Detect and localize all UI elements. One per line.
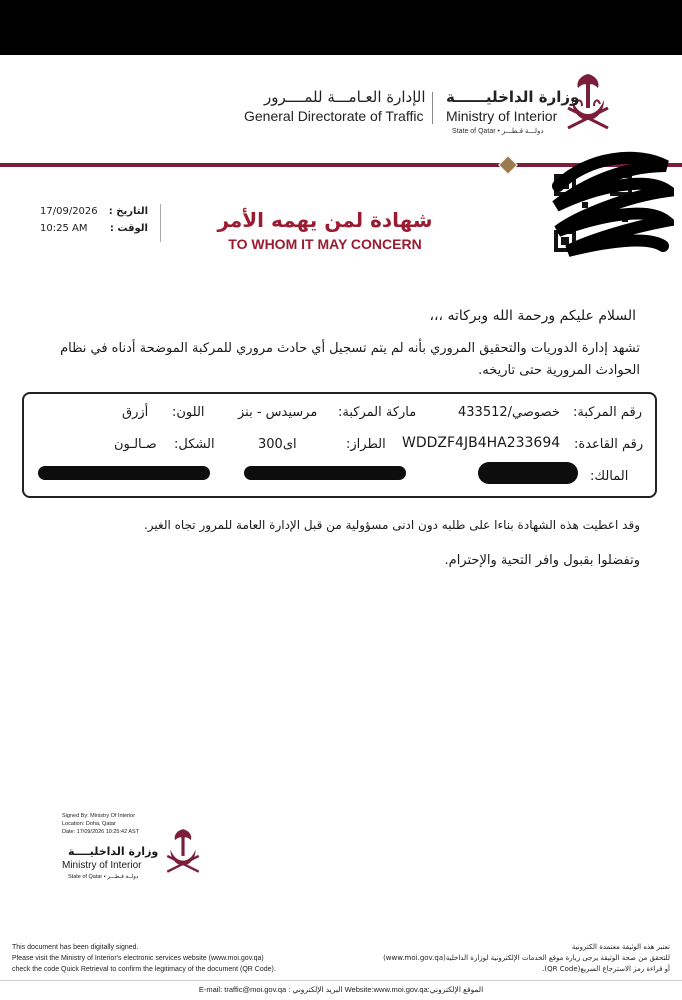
footer-en-line-1: This document has been digitally signed. (12, 944, 139, 951)
footer-divider (0, 980, 682, 981)
digital-signature-info (62, 812, 139, 836)
time-value: 10:25 AM (40, 223, 88, 234)
gdt-english-name: General Directorate of Traffic (244, 108, 424, 124)
redaction-scribble (548, 146, 674, 266)
color-label: اللون: (172, 405, 205, 420)
date-row (40, 206, 148, 217)
owner-label: المالك: (590, 469, 629, 484)
footer-contact: E-mail: traffic@moi.gov.qa : البريد الإلكتروني Website:www.moi.gov.qa:الموقع الإلكتروني (198, 985, 484, 994)
footer-ar-line-2: للتحقق من صحة الوثيقة يرجى زيارة موقع الخدمات الإلكترونية لوزارة الداخلية(www.moi.gov.qa) (383, 954, 670, 962)
owner-redaction (478, 462, 578, 484)
shape-label: الشكل: (174, 437, 215, 452)
footer-moi-arabic: وزارة الداخليــــة (68, 845, 159, 858)
issued-note: وقد اعطيت هذه الشهادة بناءا على طلبه دون ادنى مسؤولية من قبل الإدارة العامة للمرور تجاه الغير. (143, 518, 640, 532)
footer-en-line-3: check the code Quick Retrieval to confirm the legitimacy of the document (QR Code). (12, 966, 276, 973)
chassis-value: WDDZF4JB4HA233694 (402, 435, 561, 451)
top-black-bar (0, 0, 682, 55)
certificate-title-english: TO WHOM IT MAY CONCERN (228, 236, 422, 252)
moi-arabic-name: وزارة الداخليــــــة (446, 88, 580, 106)
shape-value: صـالـون (114, 437, 157, 452)
footer-en-line-2: Please visit the Ministry of Interior's electronic services website (www.moi.gov.qa) (12, 955, 264, 962)
gdt-arabic-name: الإدارة العـامـــة للمــــرور (264, 88, 426, 106)
footer-arabic-note (364, 942, 670, 975)
footer-state-label: State of Qatar • دولــة قـطـــر (68, 874, 139, 880)
moi-english-name: Ministry of Interior (446, 108, 558, 124)
date-value: 17/09/2026 (40, 206, 98, 217)
model-label: الطراز: (346, 437, 386, 452)
footer-moi-english: Ministry of Interior (62, 860, 142, 871)
sign-date: Date: 17/09/2026 10:25:42 AST (62, 829, 140, 835)
chassis-label: رقم القاعدة: (574, 437, 644, 452)
state-of-qatar-label: State of Qatar • دولـــة قـطـــر (452, 128, 544, 135)
certification-paragraph: تشهد إدارة الدوريات والتحقيق المروري بأنه لم يتم تسجيل أي حادث مروري للمركبة الموضحة أدناه في نظام الحوادث المرورية حتى تاريخه. (60, 341, 640, 378)
owner-redaction-2 (244, 466, 406, 480)
greeting-text: السلام عليكم ورحمة الله وبركاته ،،، (429, 308, 636, 324)
sign-location: Location: Doha, Qatar (62, 821, 116, 827)
make-value: مرسيدس - بنز (238, 405, 318, 420)
make-label: ماركة المركبة: (338, 405, 417, 420)
model-value: ای300 (258, 437, 297, 452)
footer-ar-line-3: أو قراءة رمز الاسترجاع السريع(QR Code). (542, 965, 670, 973)
header-divider (432, 92, 433, 124)
footer-moi-emblem-icon (160, 826, 206, 878)
plate-label: رقم المركبة: (573, 405, 642, 420)
certificate-title-arabic: شهادة لمن يهمه الأمر (217, 208, 433, 232)
signed-by: Signed By: Ministry Of Interior (62, 813, 136, 819)
owner-redaction-3 (38, 466, 210, 480)
date-time-block (40, 206, 148, 240)
closing-text: وتفضلوا بقبول وافر التحية والإحترام. (444, 553, 640, 568)
footer-english-note (12, 942, 276, 975)
date-separator (160, 204, 161, 242)
plate-value: خصوصي/433512 (458, 405, 560, 420)
time-row (40, 223, 148, 234)
color-value: أزرق (122, 405, 149, 420)
date-label: التاريخ : (108, 206, 148, 217)
time-label: الوقت : (109, 223, 148, 234)
footer-ar-line-1: تعتبر هذه الوثيقة معتمدة الكترونية (571, 943, 670, 951)
